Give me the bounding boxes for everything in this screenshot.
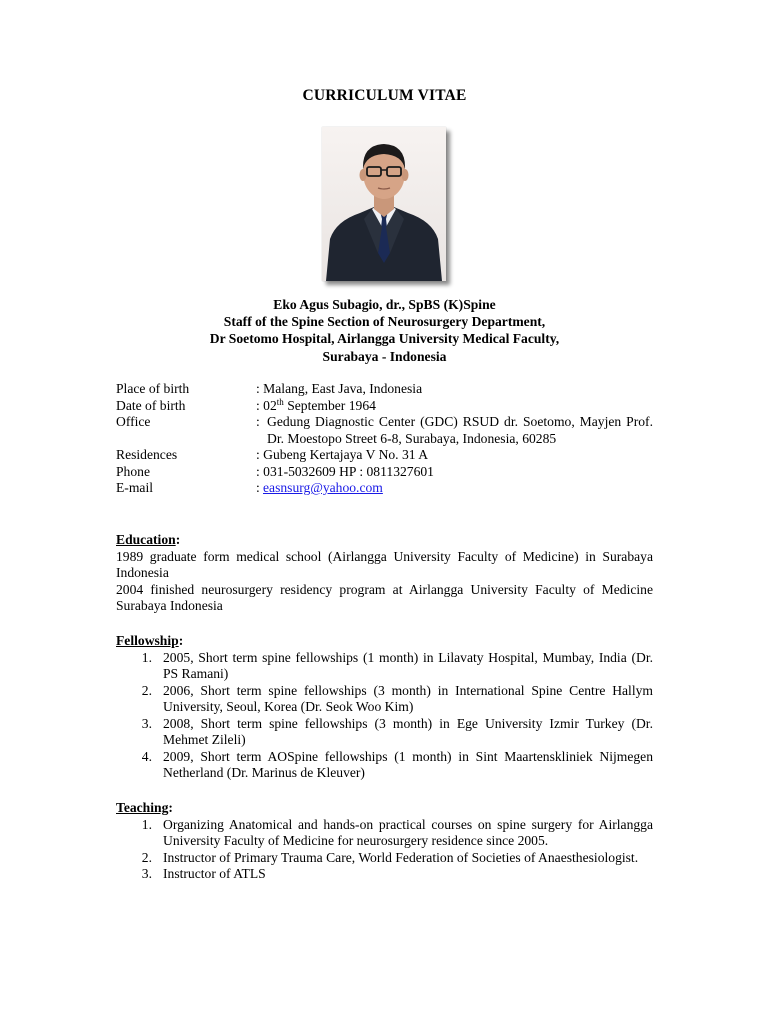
personal-info (116, 381, 653, 497)
info-value: : 02th September 1964 (256, 396, 376, 413)
fellowship-heading: Fellowship: (116, 633, 184, 648)
teaching-section (116, 800, 653, 883)
info-label: Date of birth (116, 397, 186, 413)
position-line: Staff of the Spine Section of Neurosurgery Department, (223, 314, 546, 330)
teaching-list (116, 817, 653, 883)
document-title: CURRICULUM VITAE (302, 87, 467, 104)
list-item: 1. 2005, Short term spine fellowships (1 month) in Lilavaty Hospital, Mumbay, India (Dr. PS Ramani) (141, 649, 653, 681)
info-label: Place of birth (116, 381, 190, 396)
info-colon: : (256, 414, 260, 429)
email-link[interactable]: easnsurg@yahoo.com (263, 480, 383, 495)
teaching-heading: Teaching: (116, 800, 173, 815)
education-item: 1989 graduate form medical school (Airlangga University Faculty of Medicine) in Surabaya Indonesia (116, 548, 653, 580)
info-row-date-of-birth (116, 398, 653, 415)
list-item: 2. 2006, Short term spine fellowships (3 month) in International Spine Centre Hallym University, Seoul, Korea (Dr. Seok Woo Kim) (141, 682, 653, 714)
education-heading: Education: (116, 532, 181, 547)
education-item: 2004 finished neurosurgery residency program at Airlangga University Faculty of Medicine Surabaya Indonesia (116, 581, 653, 613)
institution-line: Dr Soetomo Hospital, Airlangga University Medical Faculty, (209, 331, 560, 347)
info-value: : Gubeng Kertajaya V No. 31 A (256, 447, 429, 462)
info-row-place-of-birth (116, 381, 653, 398)
info-value (263, 480, 653, 497)
list-item: 2. Instructor of Primary Trauma Care, World Federation of Societies of Anaesthesiologist. (141, 849, 639, 865)
fellowship-section (116, 633, 653, 782)
portrait-image (322, 127, 446, 281)
cv-header (116, 296, 653, 365)
location-line: Surabaya - Indonesia (322, 348, 447, 364)
list-item: 4. 2009, Short term AOSpine fellowships (1 month) in Sint Maartenskliniek Nijmegen Netherland (Dr. Marinus de Kleuver) (141, 748, 653, 780)
info-row-email (116, 480, 653, 497)
list-item: 3. 2008, Short term spine fellowships (3 month) in Ege University Izmir Turkey (Dr. Mehmet Zileli) (141, 715, 653, 747)
full-name: Eko Agus Subagio, dr., SpBS (K)Spine (273, 297, 496, 312)
list-item: 1. Organizing Anatomical and hands-on practical courses on spine surgery for Airlangga University Faculty of Medicine for neurosurgery residence since 2005. (141, 816, 653, 848)
list-item: 3. Instructor of ATLS (141, 866, 266, 881)
info-colon: : (256, 480, 260, 495)
profile-photo (322, 127, 446, 281)
info-label: Residences (116, 447, 178, 462)
info-value: : 031-5032609 HP : 0811327601 (256, 463, 434, 479)
info-label: Office (116, 414, 151, 429)
education-section (116, 532, 653, 615)
info-label: E-mail (116, 480, 153, 495)
info-value: : Malang, East Java, Indonesia (256, 381, 423, 396)
fellowship-list (116, 650, 653, 782)
info-row-phone (116, 464, 653, 481)
info-value: Gedung Diagnostic Center (GDC) RSUD dr. Soetomo, Mayjen Prof. Dr. Moestopo Street 6-8, Surabaya, Indonesia, 60285 (267, 414, 653, 446)
info-row-residences (116, 447, 653, 464)
info-label: Phone (116, 463, 150, 479)
info-row-office (116, 414, 653, 447)
